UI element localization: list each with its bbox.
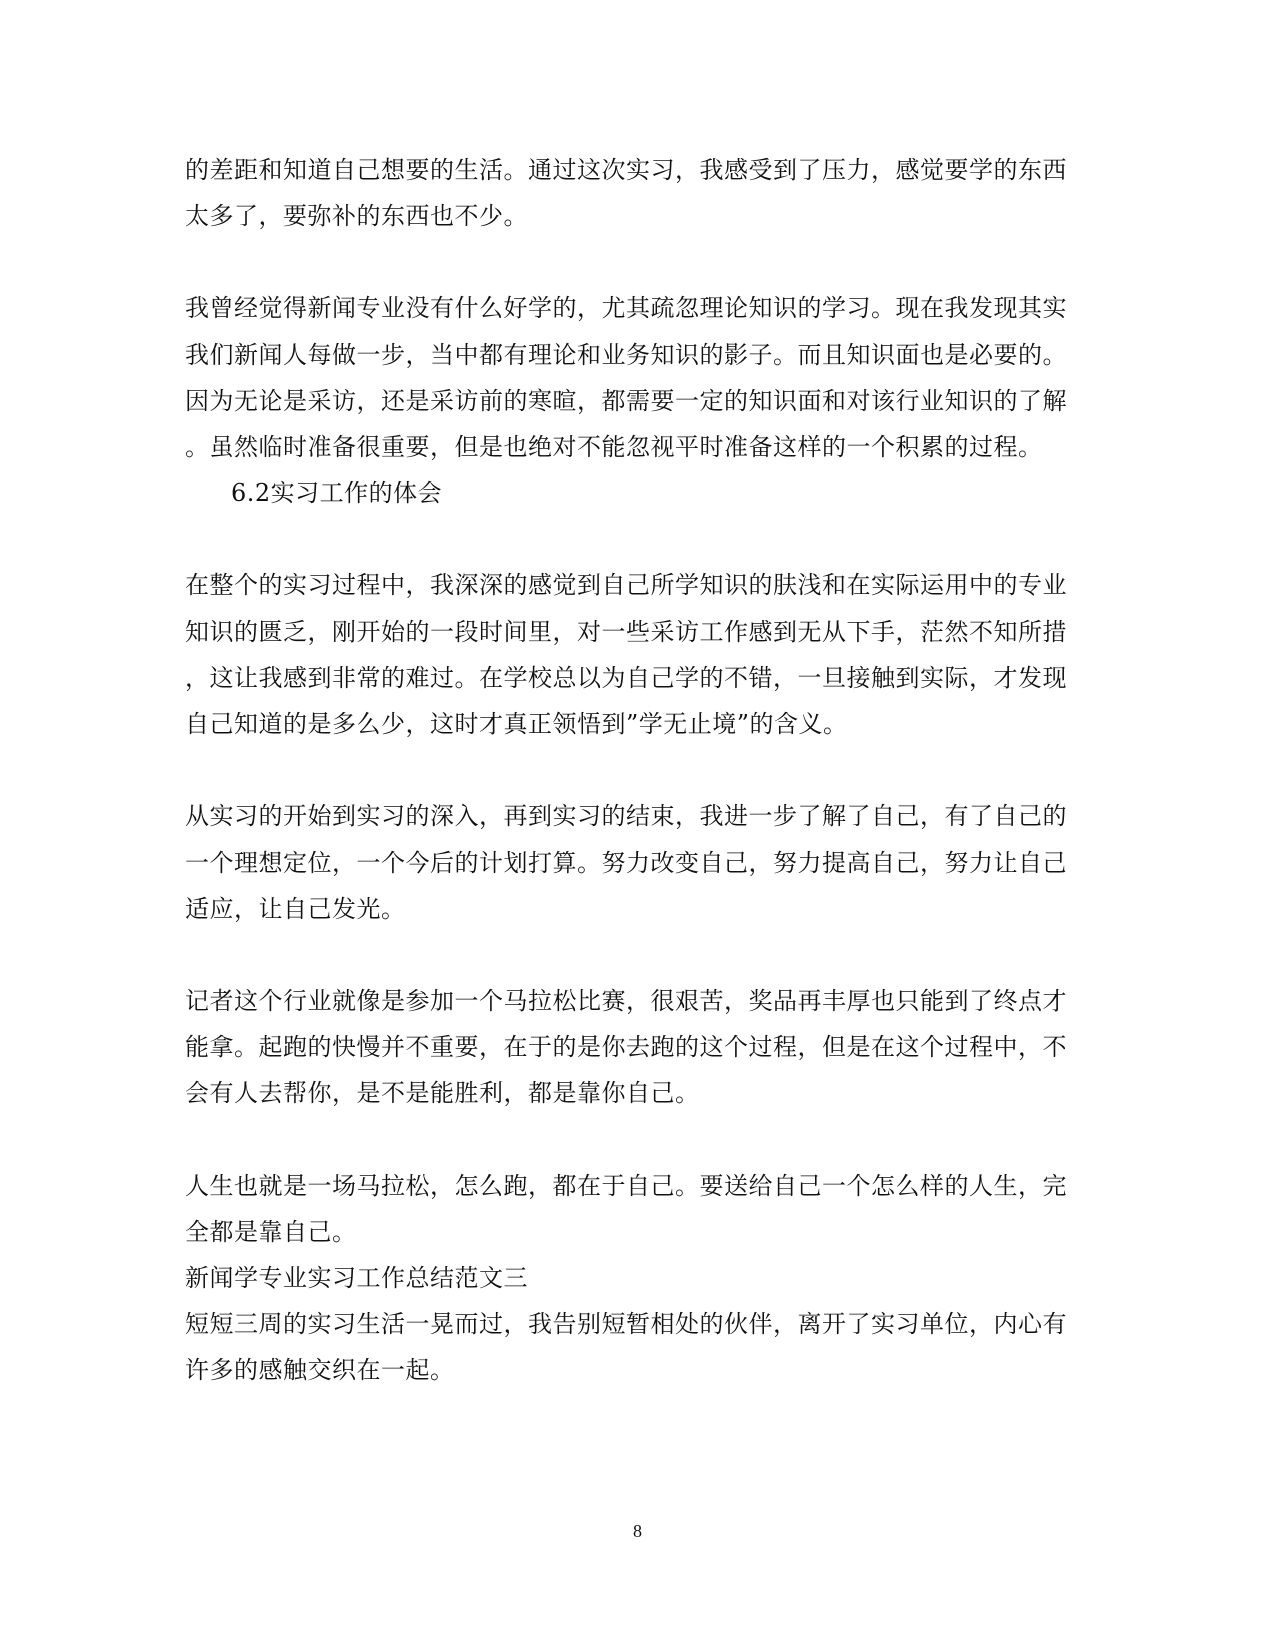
paragraph-line: 记者这个行业就像是参加一个马拉松比赛，很艰苦，奖品再丰厚也只能到了终点才 (185, 987, 1067, 1015)
paragraph-line: 在整个的实习过程中，我深深的感觉到自己所学知识的肤浅和在实际运用中的专业 (185, 571, 1067, 599)
paragraph-line: 知识的匮乏，刚开始的一段时间里，对一些采访工作感到无从下手，茫然不知所措 (185, 618, 1067, 646)
paragraph-line: 适应，让自己发光。 (185, 895, 406, 923)
paragraph-line: ，这让我感到非常的难过。在学校总以为自己学的不错，一旦接触到实际，才发现 (185, 664, 1067, 692)
paragraph-line: 的差距和知道自己想要的生活。通过这次实习，我感受到了压力，感觉要学的东西 (185, 156, 1067, 184)
section-heading: 6.2实习工作的体会 (231, 479, 443, 507)
paragraph-line: 。虽然临时准备很重要，但是也绝对不能忽视平时准备这样的一个积累的过程。 (185, 433, 1043, 461)
paragraph-line: 我曾经觉得新闻专业没有什么好学的，尤其疏忽理论知识的学习。现在我发现其实 (185, 294, 1067, 322)
paragraph-line: 许多的感触交织在一起。 (185, 1356, 455, 1384)
paragraph-line: 全都是靠自己。 (185, 1218, 357, 1246)
section-title: 新闻学专业实习工作总结范文三 (185, 1264, 528, 1292)
paragraph-line: 太多了，要弥补的东西也不少。 (185, 202, 528, 230)
paragraph-line: 从实习的开始到实习的深入，再到实习的结束，我进一步了解了自己，有了自己的 (185, 802, 1067, 830)
paragraph-line: 人生也就是一场马拉松，怎么跑，都在于自己。要送给自己一个怎么样的人生，完 (185, 1172, 1067, 1200)
paragraph-line: 因为无论是采访，还是采访前的寒暄，都需要一定的知识面和对该行业知识的了解 (185, 387, 1067, 415)
page-number: 8 (633, 1521, 642, 1541)
paragraph-line: 会有人去帮你，是不是能胜利，都是靠你自己。 (185, 1079, 700, 1107)
paragraph-line: 短短三周的实习生活一晃而过，我告别短暂相处的伙伴，离开了实习单位，内心有 (185, 1310, 1067, 1338)
paragraph-line: 一个理想定位，一个今后的计划打算。努力改变自己，努力提高自己，努力让自己 (185, 849, 1067, 877)
paragraph-line: 自己知道的是多么少，这时才真正领悟到”学无止境”的含义。 (185, 710, 848, 738)
paragraph-line: 我们新闻人每做一步，当中都有理论和业务知识的影子。而且知识面也是必要的。 (185, 341, 1067, 369)
paragraph-line: 能拿。起跑的快慢并不重要，在于的是你去跑的这个过程，但是在这个过程中，不 (185, 1033, 1067, 1061)
